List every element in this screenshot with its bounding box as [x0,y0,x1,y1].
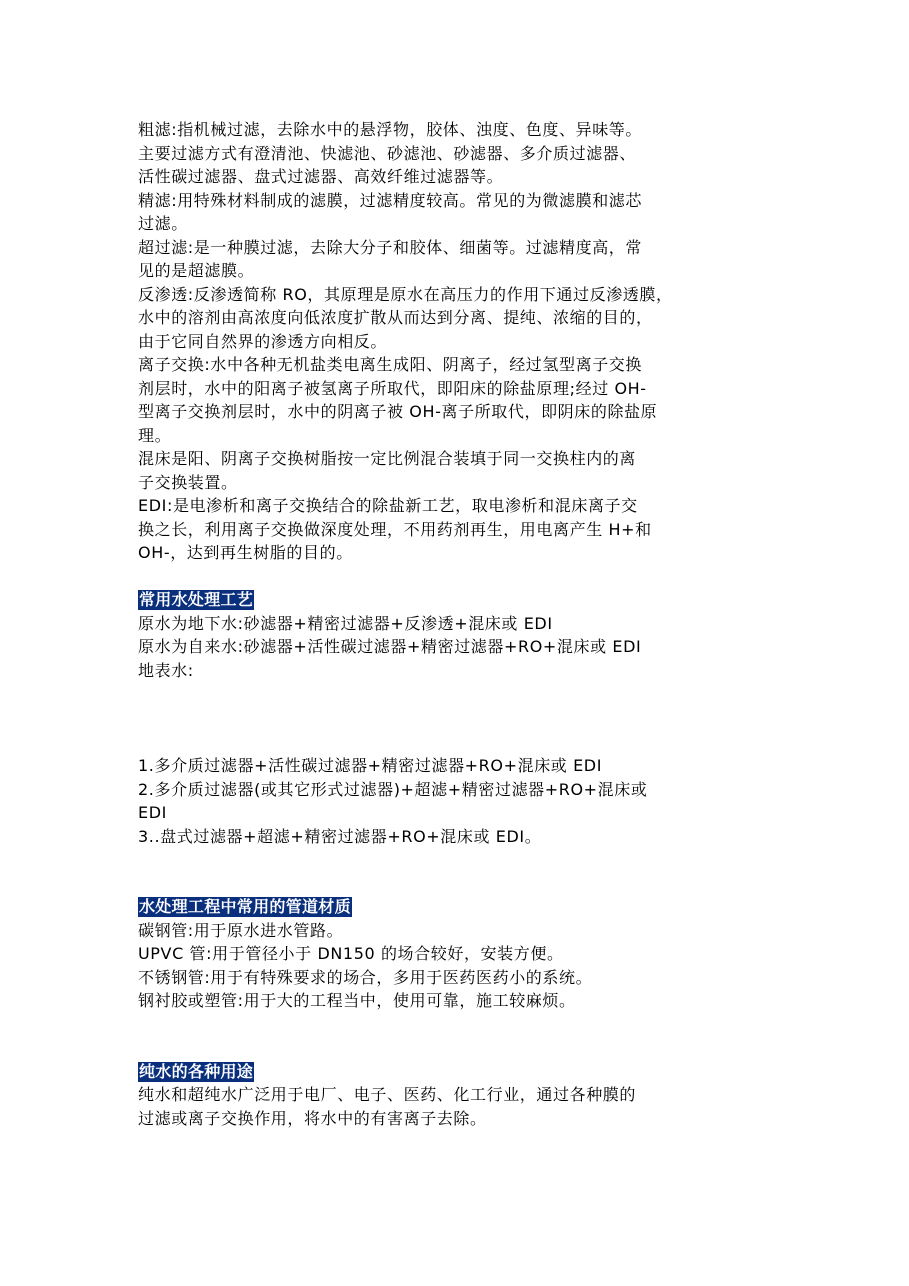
section-heading-row [138,895,788,919]
section-heading: 纯水的各种用途 [139,1061,254,1081]
text-line: 水中的溶剂由高浓度向低浓度扩散从而达到分离、提纯、浓缩的目的， [138,308,653,327]
text-line: 地表水: [138,660,194,680]
spacer [138,565,788,589]
document-body [138,118,788,1130]
spacer [138,848,788,895]
section-water-process [138,588,788,848]
section-pure-water-uses [138,1060,788,1131]
text-line: 3..盘式过滤器+超滤+精密过滤器+RO+混床或 EDI。 [138,826,542,846]
text-line: 换之长，利用离子交换做深度处理，不用药剂再生，用电离产生 H+和 [138,519,652,539]
text-line: 剂层时，水中的阳离子被氢离子所取代，即阳床的除盐原理;经过 OH- [138,378,647,398]
text-line: 见的是超滤膜。 [138,261,255,280]
text-line: 主要过滤方式有澄清池、快滤池、砂滤池、砂滤器、多介质过滤器、 [138,143,637,163]
text-line: 反渗透:反渗透简称 RO，其原理是原水在高压力的作用下通过反渗透膜， [138,284,673,304]
spacer [138,682,788,754]
text-line: UPVC 管:用于管径小于 DN150 的场合较好，安装方便。 [138,944,564,963]
text-line: 原水为自来水:砂滤器+活性碳过滤器+精密过滤器+RO+混床或 EDI [138,637,642,656]
text-line: 原水为地下水:砂滤器+精密过滤器+反渗透+混床或 EDI [138,613,553,633]
text-line: 不锈钢管:用于有特殊要求的场合，多用于医药医药小的系统。 [138,967,593,987]
section-pipe-materials [138,895,788,1013]
section-heading-row [138,588,788,612]
text-line: 由于它同自然界的渗透方向相反。 [138,331,388,351]
text-line: EDI [138,803,167,822]
text-line: 碳钢管:用于原水进水管路。 [138,920,344,940]
section-heading: 水处理工程中常用的管道材质 [139,897,351,916]
text-line: 理。 [138,425,172,445]
text-line: 粗滤:指机械过滤，去除水中的悬浮物，胶体、浊度、色度、异味等。 [138,120,642,139]
section-heading-row [138,1060,788,1084]
text-line: 精滤:用特殊材料制成的滤膜，过滤精度较高。常见的为微滤膜和滤芯 [138,190,642,210]
text-line: EDI:是电渗析和离子交换结合的除盐新工艺，取电渗析和混床离子交 [138,496,638,515]
text-line: 2.多介质过滤器(或其它形式过滤器)+超滤+精密过滤器+RO+混床或 [138,779,648,799]
intro-block [138,118,788,565]
text-line: 混床是阳、阴离子交换树脂按一定比例混合装填于同一交换柱内的离 [138,449,637,468]
text-line: 活性碳过滤器、盘式过滤器、高效纤维过滤器等。 [138,167,504,186]
text-line: 超过滤:是一种膜过滤，去除大分子和胶体、细菌等。过滤精度高，常 [138,237,642,257]
text-line: 钢衬胶或塑管:用于大的工程当中，使用可靠，施工较麻烦。 [138,991,576,1010]
text-line: OH-，达到再生树脂的目的。 [138,543,353,562]
text-line: 过滤。 [138,214,188,233]
text-line: 型离子交换剂层时，水中的阴离子被 OH-离子所取代，即阴床的除盐原 [138,402,658,421]
text-line: 离子交换:水中各种无机盐类电离生成阳、阴离子，经过氢型离子交换 [138,355,642,374]
spacer [138,1013,788,1060]
text-line: 子交换装置。 [138,472,238,492]
section-heading: 常用水处理工艺 [139,590,254,609]
text-line: 过滤或离子交换作用，将水中的有害离子去除。 [138,1108,487,1128]
text-line: 1.多介质过滤器+活性碳过滤器+精密过滤器+RO+混床或 EDI [138,756,603,775]
text-line: 纯水和超纯水广泛用于电厂、电子、医药、化工行业，通过各种膜的 [138,1085,637,1104]
